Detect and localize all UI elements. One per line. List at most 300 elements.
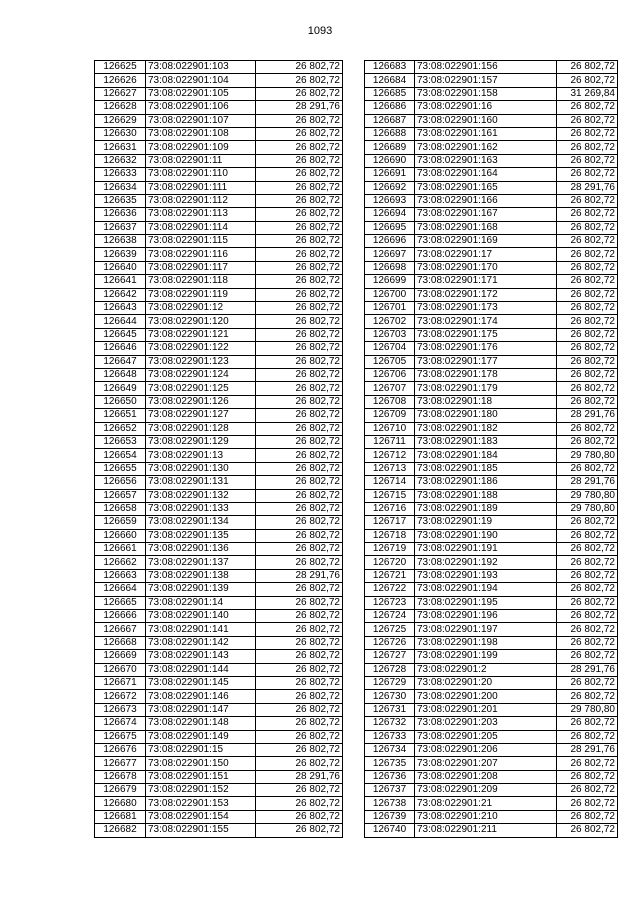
cadastral-value: 26 802,72 — [557, 757, 618, 770]
cadastral-number: 73:08:022901:160 — [415, 114, 557, 127]
row-number: 126705 — [365, 355, 415, 368]
row-number: 126663 — [95, 569, 146, 582]
cadastral-value: 26 802,72 — [557, 288, 618, 301]
cadastral-number: 73:08:022901:207 — [415, 757, 557, 770]
table-row — [95, 583, 343, 596]
row-number: 126727 — [365, 650, 415, 663]
table-row — [365, 810, 618, 823]
table-row — [95, 355, 343, 368]
cadastral-number: 73:08:022901:192 — [415, 556, 557, 569]
cadastral-number: 73:08:022901:171 — [415, 275, 557, 288]
row-number: 126710 — [365, 422, 415, 435]
cadastral-value: 26 802,72 — [256, 181, 343, 194]
cadastral-value: 26 802,72 — [256, 127, 343, 140]
cadastral-value: 26 802,72 — [256, 288, 343, 301]
cadastral-value: 26 802,72 — [557, 717, 618, 730]
row-number: 126639 — [95, 248, 146, 261]
cadastral-value: 26 802,72 — [557, 328, 618, 341]
cadastral-value: 26 802,72 — [256, 114, 343, 127]
table-row — [95, 328, 343, 341]
row-number: 126648 — [95, 368, 146, 381]
table-row — [365, 315, 618, 328]
row-number: 126709 — [365, 409, 415, 422]
cadastral-number: 73:08:022901:107 — [146, 114, 256, 127]
row-number: 126661 — [95, 543, 146, 556]
cadastral-value: 29 780,80 — [557, 703, 618, 716]
table-row — [95, 181, 343, 194]
row-number: 126704 — [365, 342, 415, 355]
cadastral-value: 26 802,72 — [557, 302, 618, 315]
table-row — [95, 168, 343, 181]
cadastral-number: 73:08:022901:110 — [146, 168, 256, 181]
cadastral-number: 73:08:022901:103 — [146, 61, 256, 74]
row-number: 126730 — [365, 690, 415, 703]
cadastral-value: 26 802,72 — [256, 743, 343, 756]
right-cadastral-table — [364, 60, 618, 838]
table-row — [365, 208, 618, 221]
row-number: 126681 — [95, 810, 146, 823]
row-number: 126635 — [95, 194, 146, 207]
table-row — [365, 261, 618, 274]
row-number: 126719 — [365, 543, 415, 556]
table-row — [365, 690, 618, 703]
table-row — [365, 623, 618, 636]
cadastral-number: 73:08:022901:122 — [146, 342, 256, 355]
cadastral-number: 73:08:022901:194 — [415, 583, 557, 596]
cadastral-value: 26 802,72 — [256, 676, 343, 689]
cadastral-value: 26 802,72 — [256, 462, 343, 475]
cadastral-value: 26 802,72 — [256, 596, 343, 609]
table-row — [365, 368, 618, 381]
row-number: 126714 — [365, 476, 415, 489]
cadastral-number: 73:08:022901:177 — [415, 355, 557, 368]
cadastral-value: 26 802,72 — [256, 208, 343, 221]
row-number: 126664 — [95, 583, 146, 596]
row-number: 126737 — [365, 784, 415, 797]
row-number: 126634 — [95, 181, 146, 194]
row-number: 126738 — [365, 797, 415, 810]
table-row — [95, 757, 343, 770]
row-number: 126716 — [365, 502, 415, 515]
table-row — [95, 569, 343, 582]
table-row — [365, 114, 618, 127]
table-row — [95, 824, 343, 837]
table-row — [365, 342, 618, 355]
row-number: 126669 — [95, 650, 146, 663]
row-number: 126628 — [95, 101, 146, 114]
cadastral-number: 73:08:022901:139 — [146, 583, 256, 596]
row-number: 126632 — [95, 154, 146, 167]
cadastral-value: 26 802,72 — [557, 650, 618, 663]
table-row — [95, 141, 343, 154]
cadastral-value: 28 291,76 — [557, 663, 618, 676]
cadastral-number: 73:08:022901:166 — [415, 194, 557, 207]
cadastral-value: 26 802,72 — [256, 315, 343, 328]
cadastral-value: 26 802,72 — [256, 543, 343, 556]
cadastral-number: 73:08:022901:138 — [146, 569, 256, 582]
cadastral-number: 73:08:022901:11 — [146, 154, 256, 167]
cadastral-value: 26 802,72 — [557, 516, 618, 529]
row-number: 126736 — [365, 770, 415, 783]
cadastral-value: 26 802,72 — [557, 221, 618, 234]
cadastral-number: 73:08:022901:179 — [415, 382, 557, 395]
row-number: 126654 — [95, 449, 146, 462]
table-row — [365, 275, 618, 288]
cadastral-number: 73:08:022901:21 — [415, 797, 557, 810]
cadastral-value: 26 802,72 — [557, 315, 618, 328]
table-row — [95, 74, 343, 87]
cadastral-value: 26 802,72 — [256, 275, 343, 288]
cadastral-value: 31 269,84 — [557, 87, 618, 100]
cadastral-number: 73:08:022901:113 — [146, 208, 256, 221]
cadastral-value: 26 802,72 — [557, 208, 618, 221]
table-row — [95, 261, 343, 274]
cadastral-number: 73:08:022901:128 — [146, 422, 256, 435]
table-row — [95, 810, 343, 823]
cadastral-number: 73:08:022901:188 — [415, 489, 557, 502]
table-row — [95, 194, 343, 207]
row-number: 126691 — [365, 168, 415, 181]
cadastral-number: 73:08:022901:209 — [415, 784, 557, 797]
cadastral-number: 73:08:022901:169 — [415, 235, 557, 248]
row-number: 126646 — [95, 342, 146, 355]
cadastral-number: 73:08:022901:211 — [415, 824, 557, 837]
cadastral-number: 73:08:022901:154 — [146, 810, 256, 823]
cadastral-number: 73:08:022901:153 — [146, 797, 256, 810]
row-number: 126673 — [95, 703, 146, 716]
row-number: 126653 — [95, 435, 146, 448]
cadastral-value: 26 802,72 — [256, 730, 343, 743]
table-row — [95, 596, 343, 609]
row-number: 126630 — [95, 127, 146, 140]
cadastral-value: 26 802,72 — [256, 757, 343, 770]
cadastral-number: 73:08:022901:137 — [146, 556, 256, 569]
cadastral-number: 73:08:022901:144 — [146, 663, 256, 676]
row-number: 126650 — [95, 395, 146, 408]
table-row — [365, 824, 618, 837]
table-row — [95, 462, 343, 475]
cadastral-number: 73:08:022901:200 — [415, 690, 557, 703]
cadastral-value: 29 780,80 — [557, 489, 618, 502]
table-row — [95, 422, 343, 435]
table-row — [365, 703, 618, 716]
row-number: 126627 — [95, 87, 146, 100]
table-row — [365, 302, 618, 315]
row-number: 126724 — [365, 610, 415, 623]
table-row — [365, 676, 618, 689]
cadastral-number: 73:08:022901:165 — [415, 181, 557, 194]
table-row — [365, 757, 618, 770]
cadastral-number: 73:08:022901:161 — [415, 127, 557, 140]
cadastral-value: 26 802,72 — [256, 636, 343, 649]
row-number: 126665 — [95, 596, 146, 609]
row-number: 126655 — [95, 462, 146, 475]
cadastral-value: 26 802,72 — [256, 690, 343, 703]
cadastral-number: 73:08:022901:176 — [415, 342, 557, 355]
row-number: 126696 — [365, 235, 415, 248]
cadastral-number: 73:08:022901:197 — [415, 623, 557, 636]
cadastral-value: 26 802,72 — [557, 462, 618, 475]
cadastral-value: 26 802,72 — [557, 529, 618, 542]
left-cadastral-table — [94, 60, 343, 838]
cadastral-value: 26 802,72 — [256, 489, 343, 502]
cadastral-value: 26 802,72 — [557, 636, 618, 649]
row-number: 126670 — [95, 663, 146, 676]
cadastral-number: 73:08:022901:174 — [415, 315, 557, 328]
cadastral-value: 26 802,72 — [557, 690, 618, 703]
row-number: 126695 — [365, 221, 415, 234]
cadastral-number: 73:08:022901:199 — [415, 650, 557, 663]
table-row — [365, 449, 618, 462]
cadastral-number: 73:08:022901:195 — [415, 596, 557, 609]
cadastral-value: 29 780,80 — [557, 449, 618, 462]
row-number: 126721 — [365, 569, 415, 582]
table-row — [95, 556, 343, 569]
row-number: 126667 — [95, 623, 146, 636]
row-number: 126718 — [365, 529, 415, 542]
table-row — [365, 422, 618, 435]
table-row — [365, 583, 618, 596]
cadastral-value: 26 802,72 — [256, 650, 343, 663]
cadastral-value: 26 802,72 — [256, 583, 343, 596]
cadastral-number: 73:08:022901:16 — [415, 101, 557, 114]
cadastral-value: 26 802,72 — [256, 610, 343, 623]
cadastral-value: 26 802,72 — [557, 676, 618, 689]
row-number: 126706 — [365, 368, 415, 381]
row-number: 126631 — [95, 141, 146, 154]
table-row — [95, 435, 343, 448]
cadastral-number: 73:08:022901:172 — [415, 288, 557, 301]
cadastral-value: 26 802,72 — [256, 248, 343, 261]
cadastral-number: 73:08:022901:203 — [415, 717, 557, 730]
table-row — [95, 529, 343, 542]
cadastral-number: 73:08:022901:149 — [146, 730, 256, 743]
table-row — [365, 596, 618, 609]
table-row — [365, 663, 618, 676]
table-row — [365, 409, 618, 422]
table-row — [365, 770, 618, 783]
cadastral-value: 26 802,72 — [557, 355, 618, 368]
table-row — [95, 342, 343, 355]
table-row — [365, 194, 618, 207]
cadastral-value: 26 802,72 — [557, 101, 618, 114]
row-number: 126740 — [365, 824, 415, 837]
row-number: 126722 — [365, 583, 415, 596]
cadastral-number: 73:08:022901:121 — [146, 328, 256, 341]
table-row — [95, 516, 343, 529]
cadastral-number: 73:08:022901:105 — [146, 87, 256, 100]
cadastral-number: 73:08:022901:126 — [146, 395, 256, 408]
cadastral-value: 26 802,72 — [557, 342, 618, 355]
table-row — [365, 543, 618, 556]
cadastral-number: 73:08:022901:104 — [146, 74, 256, 87]
cadastral-number: 73:08:022901:127 — [146, 409, 256, 422]
row-number: 126689 — [365, 141, 415, 154]
table-row — [365, 74, 618, 87]
cadastral-number: 73:08:022901:162 — [415, 141, 557, 154]
cadastral-number: 73:08:022901:184 — [415, 449, 557, 462]
cadastral-value: 28 291,76 — [557, 743, 618, 756]
row-number: 126729 — [365, 676, 415, 689]
cadastral-value: 26 802,72 — [557, 543, 618, 556]
cadastral-number: 73:08:022901:151 — [146, 770, 256, 783]
row-number: 126703 — [365, 328, 415, 341]
table-row — [95, 623, 343, 636]
row-number: 126677 — [95, 757, 146, 770]
cadastral-number: 73:08:022901:132 — [146, 489, 256, 502]
cadastral-number: 73:08:022901:119 — [146, 288, 256, 301]
row-number: 126717 — [365, 516, 415, 529]
row-number: 126687 — [365, 114, 415, 127]
row-number: 126698 — [365, 261, 415, 274]
table-row — [95, 154, 343, 167]
cadastral-number: 73:08:022901:129 — [146, 435, 256, 448]
row-number: 126701 — [365, 302, 415, 315]
row-number: 126680 — [95, 797, 146, 810]
table-row — [95, 476, 343, 489]
table-row — [365, 610, 618, 623]
cadastral-number: 73:08:022901:193 — [415, 569, 557, 582]
cadastral-value: 26 802,72 — [256, 409, 343, 422]
table-row — [365, 650, 618, 663]
row-number: 126688 — [365, 127, 415, 140]
cadastral-number: 73:08:022901:148 — [146, 717, 256, 730]
cadastral-number: 73:08:022901:205 — [415, 730, 557, 743]
row-number: 126679 — [95, 784, 146, 797]
table-row — [365, 435, 618, 448]
row-number: 126685 — [365, 87, 415, 100]
row-number: 126662 — [95, 556, 146, 569]
row-number: 126683 — [365, 61, 415, 74]
cadastral-value: 26 802,72 — [557, 435, 618, 448]
cadastral-value: 26 802,72 — [557, 248, 618, 261]
table-row — [365, 489, 618, 502]
row-number: 126711 — [365, 435, 415, 448]
cadastral-value: 26 802,72 — [256, 61, 343, 74]
cadastral-number: 73:08:022901:2 — [415, 663, 557, 676]
cadastral-number: 73:08:022901:185 — [415, 462, 557, 475]
cadastral-number: 73:08:022901:178 — [415, 368, 557, 381]
cadastral-value: 26 802,72 — [557, 569, 618, 582]
row-number: 126649 — [95, 382, 146, 395]
row-number: 126676 — [95, 743, 146, 756]
table-row — [95, 650, 343, 663]
table-row — [365, 235, 618, 248]
cadastral-value: 26 802,72 — [256, 141, 343, 154]
cadastral-value: 26 802,72 — [256, 422, 343, 435]
row-number: 126652 — [95, 422, 146, 435]
cadastral-value: 26 802,72 — [557, 382, 618, 395]
row-number: 126702 — [365, 315, 415, 328]
cadastral-value: 28 291,76 — [557, 409, 618, 422]
cadastral-value: 26 802,72 — [557, 141, 618, 154]
cadastral-number: 73:08:022901:120 — [146, 315, 256, 328]
cadastral-value: 26 802,72 — [557, 556, 618, 569]
row-number: 126633 — [95, 168, 146, 181]
cadastral-number: 73:08:022901:135 — [146, 529, 256, 542]
cadastral-number: 73:08:022901:170 — [415, 261, 557, 274]
cadastral-number: 73:08:022901:114 — [146, 221, 256, 234]
cadastral-number: 73:08:022901:145 — [146, 676, 256, 689]
cadastral-value: 28 291,76 — [256, 101, 343, 114]
table-row — [365, 556, 618, 569]
row-number: 126725 — [365, 623, 415, 636]
cadastral-value: 26 802,72 — [557, 261, 618, 274]
cadastral-number: 73:08:022901:109 — [146, 141, 256, 154]
cadastral-value: 26 802,72 — [256, 476, 343, 489]
cadastral-number: 73:08:022901:14 — [146, 596, 256, 609]
cadastral-value: 26 802,72 — [256, 368, 343, 381]
table-row — [365, 743, 618, 756]
cadastral-number: 73:08:022901:19 — [415, 516, 557, 529]
row-number: 126626 — [95, 74, 146, 87]
cadastral-number: 73:08:022901:189 — [415, 502, 557, 515]
table-row — [365, 288, 618, 301]
table-row — [95, 703, 343, 716]
row-number: 126638 — [95, 235, 146, 248]
cadastral-number: 73:08:022901:131 — [146, 476, 256, 489]
table-row — [365, 502, 618, 515]
table-row — [95, 676, 343, 689]
row-number: 126707 — [365, 382, 415, 395]
cadastral-value: 26 802,72 — [256, 235, 343, 248]
row-number: 126637 — [95, 221, 146, 234]
table-row — [95, 797, 343, 810]
table-row — [365, 797, 618, 810]
row-number: 126656 — [95, 476, 146, 489]
cadastral-value: 26 802,72 — [256, 556, 343, 569]
cadastral-value: 26 802,72 — [256, 623, 343, 636]
row-number: 126694 — [365, 208, 415, 221]
table-row — [95, 770, 343, 783]
table-row — [95, 114, 343, 127]
cadastral-number: 73:08:022901:173 — [415, 302, 557, 315]
cadastral-value: 26 802,72 — [256, 221, 343, 234]
row-number: 126674 — [95, 717, 146, 730]
cadastral-value: 26 802,72 — [256, 342, 343, 355]
cadastral-value: 26 802,72 — [557, 74, 618, 87]
cadastral-number: 73:08:022901:17 — [415, 248, 557, 261]
row-number: 126647 — [95, 355, 146, 368]
table-row — [95, 208, 343, 221]
row-number: 126658 — [95, 502, 146, 515]
row-number: 126684 — [365, 74, 415, 87]
table-row — [365, 154, 618, 167]
row-number: 126713 — [365, 462, 415, 475]
cadastral-value: 26 802,72 — [256, 784, 343, 797]
cadastral-number: 73:08:022901:123 — [146, 355, 256, 368]
table-row — [95, 663, 343, 676]
table-row — [365, 328, 618, 341]
row-number: 126660 — [95, 529, 146, 542]
table-row — [95, 784, 343, 797]
cadastral-number: 73:08:022901:133 — [146, 502, 256, 515]
cadastral-number: 73:08:022901:130 — [146, 462, 256, 475]
row-number: 126641 — [95, 275, 146, 288]
cadastral-number: 73:08:022901:186 — [415, 476, 557, 489]
cadastral-number: 73:08:022901:147 — [146, 703, 256, 716]
table-row — [95, 221, 343, 234]
cadastral-number: 73:08:022901:124 — [146, 368, 256, 381]
table-row — [95, 315, 343, 328]
table-row — [95, 382, 343, 395]
table-row — [95, 543, 343, 556]
table-row — [95, 302, 343, 315]
row-number: 126715 — [365, 489, 415, 502]
table-row — [365, 248, 618, 261]
row-number: 126735 — [365, 757, 415, 770]
table-row — [365, 569, 618, 582]
